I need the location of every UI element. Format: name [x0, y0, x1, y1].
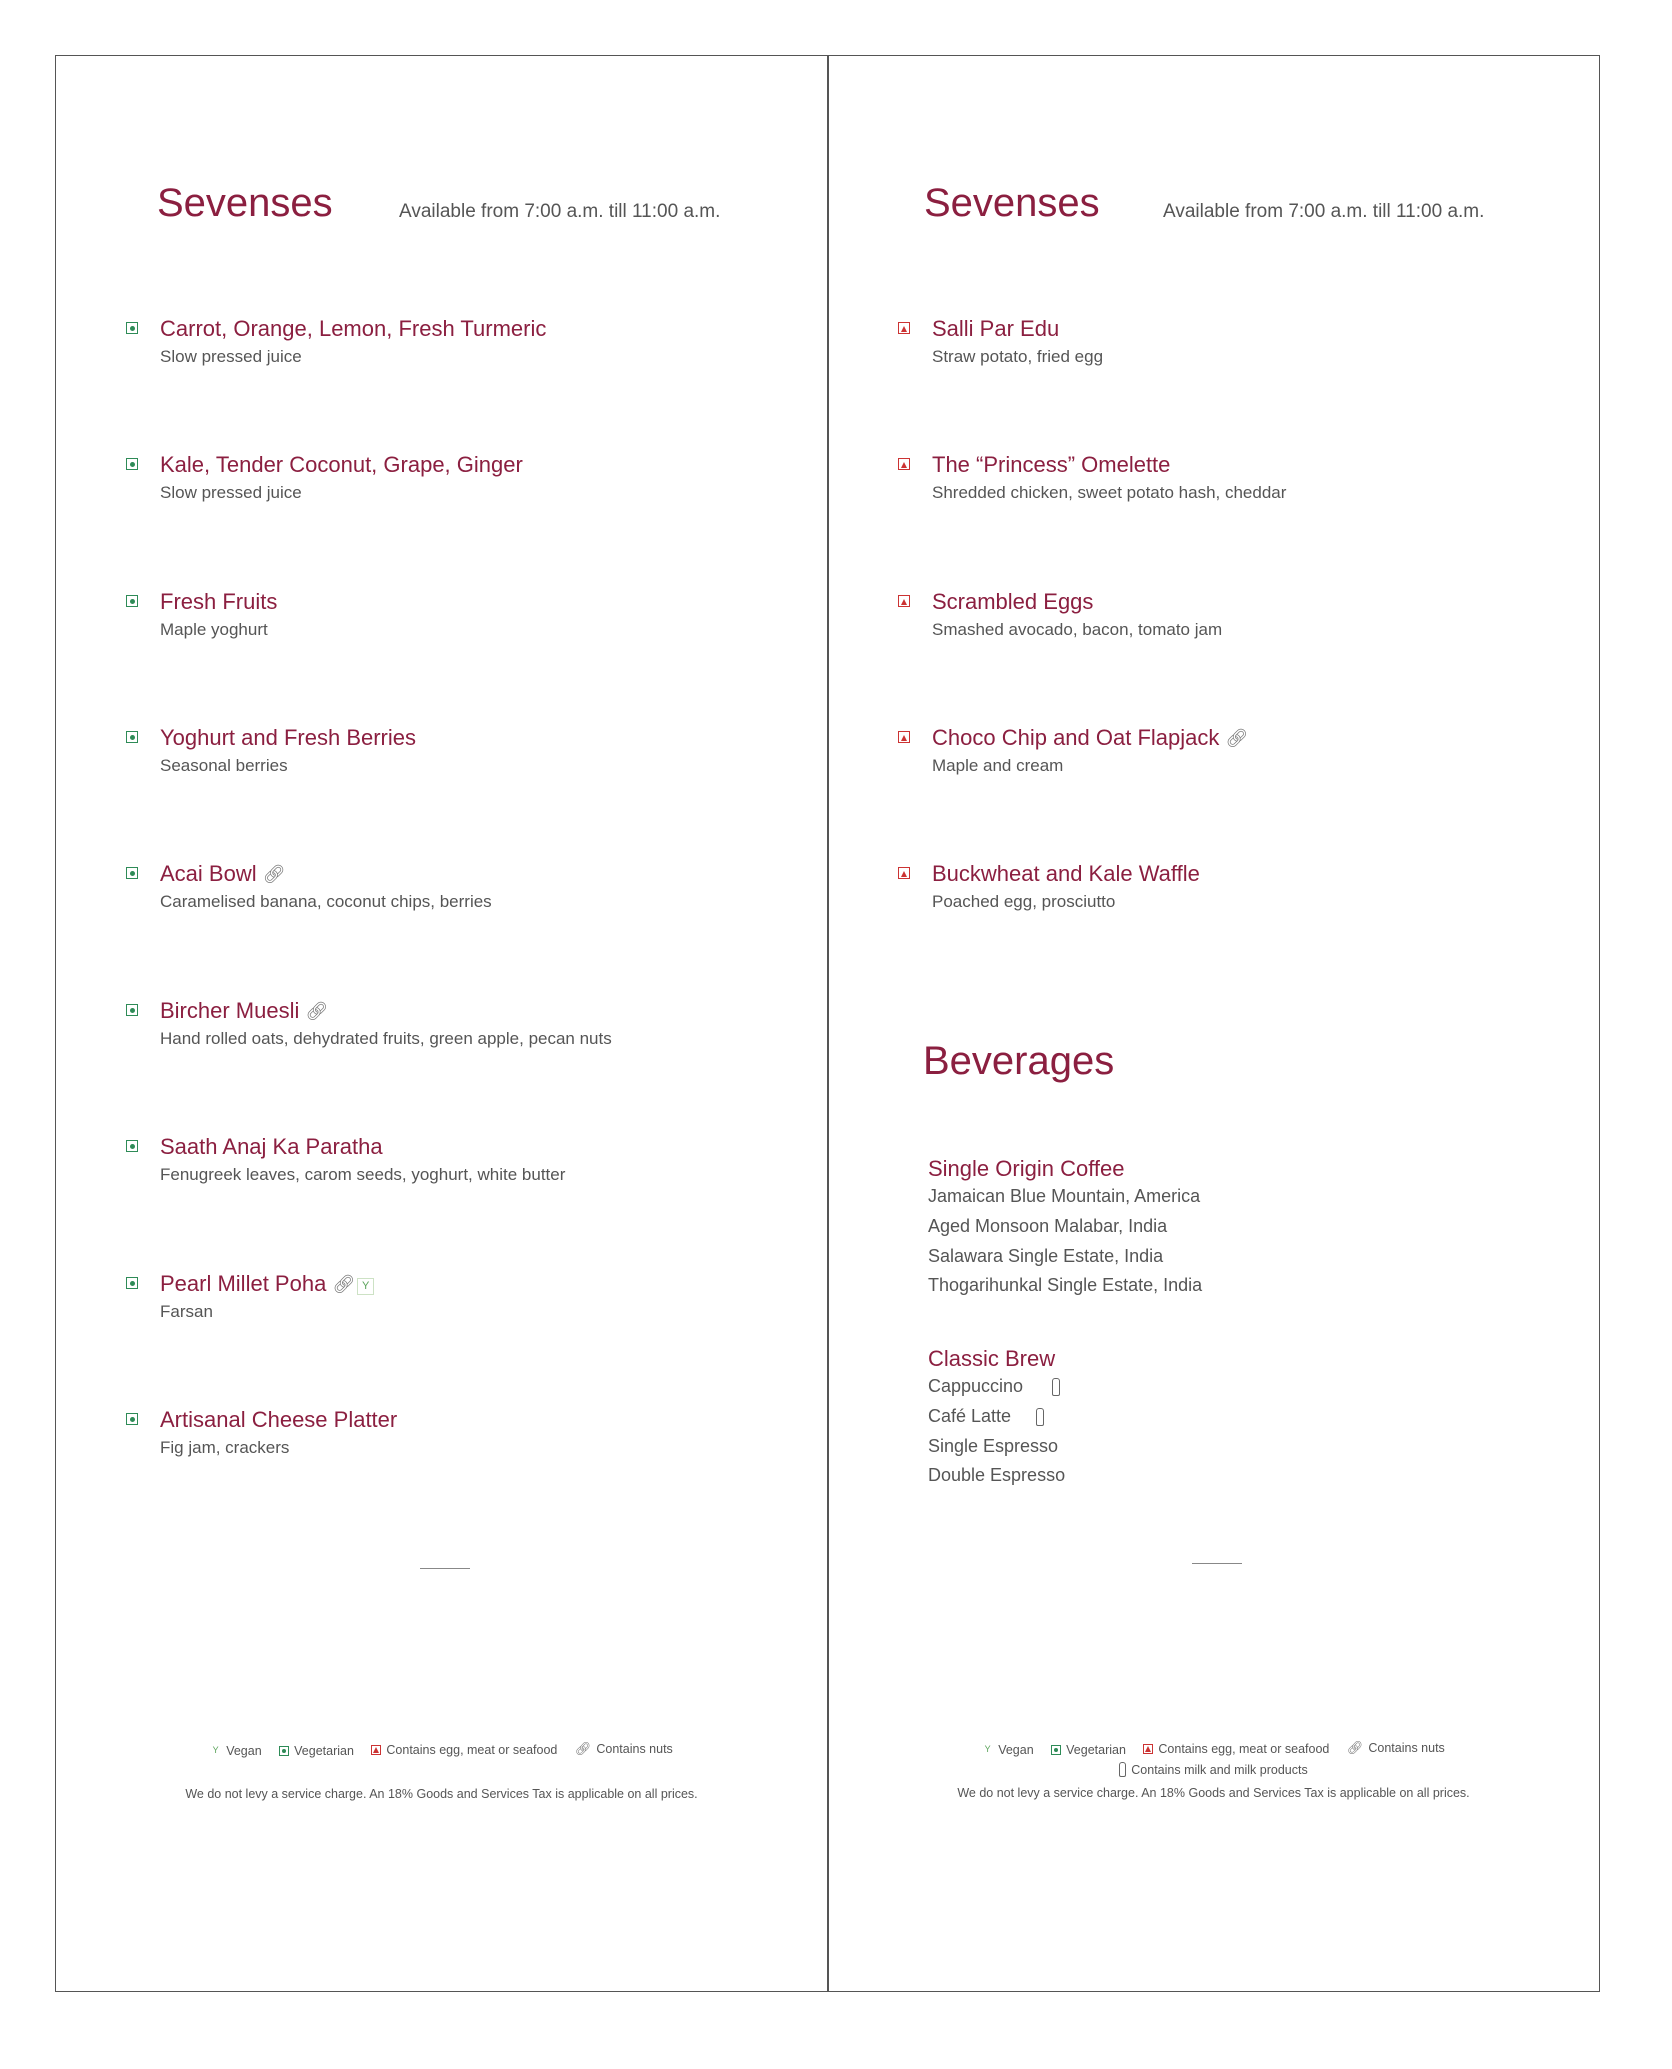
section-rule: [1192, 1563, 1242, 1564]
veg-dot-icon: [126, 867, 138, 879]
right-page: [828, 56, 1599, 1991]
item-name-with-icons: [932, 725, 1248, 751]
item-desc: Straw potato, fried egg: [932, 347, 1104, 366]
item-desc: Smashed avocado, bacon, tomato jam: [932, 620, 1223, 639]
item-name-with-icons: [160, 998, 328, 1024]
section-rule: [420, 1568, 470, 1569]
item-desc: Caramelised banana, coconut chips, berries: [160, 892, 492, 911]
item-desc: Shredded chicken, sweet potato hash, cheddar: [932, 483, 1287, 502]
legend-label: Contains nuts: [596, 1742, 673, 1756]
egg-triangle-icon: [898, 458, 910, 470]
legend-label: Vegan: [226, 1743, 262, 1758]
item-name: Saath Anaj Ka Paratha: [160, 1134, 383, 1159]
item-name: Salli Par Edu: [932, 316, 1060, 341]
brew-item: Double Espresso: [928, 1465, 1066, 1485]
vegan-leaf-icon: Y: [212, 1745, 219, 1755]
left-legend: [56, 1741, 827, 1758]
coffee-item: Aged Monsoon Malabar, India: [928, 1216, 1168, 1236]
brew-item-label: Cappuccino: [928, 1376, 1024, 1396]
item-name-with-icons: [160, 861, 285, 887]
item-name: Scrambled Eggs: [932, 589, 1094, 614]
brew-item-label: Café Latte: [928, 1406, 1012, 1426]
legend-label: Contains nuts: [1368, 1741, 1445, 1755]
veg-dot-icon: [126, 1004, 138, 1016]
item-desc: Slow pressed juice: [160, 347, 302, 366]
milk-bottle-icon: [1119, 1762, 1126, 1777]
item-name: Yoghurt and Fresh Berries: [160, 725, 416, 750]
item-desc: Seasonal berries: [160, 756, 288, 775]
brew-heading: Classic Brew: [928, 1346, 1056, 1371]
item-name: Carrot, Orange, Lemon, Fresh Turmeric: [160, 316, 547, 341]
right-section-title: Sevenses: [924, 181, 1100, 225]
egg-triangle-icon: [371, 1745, 381, 1755]
legend-vegan: [982, 1743, 1033, 1757]
item-desc: Hand rolled oats, dehydrated fruits, green apple, pecan nuts: [160, 1029, 612, 1048]
legend-vegan: [210, 1744, 261, 1758]
veg-dot-icon: [126, 1140, 138, 1152]
legend-vegetarian: [279, 1744, 354, 1758]
veg-dot-icon: [126, 458, 138, 470]
left-availability: Available from 7:00 a.m. till 11:00 a.m.: [399, 201, 721, 222]
item-desc: Fig jam, crackers: [160, 1438, 290, 1457]
item-name: Choco Chip and Oat Flapjack: [932, 725, 1220, 750]
right-legend-milk: [828, 1762, 1599, 1780]
egg-triangle-icon: [1143, 1744, 1153, 1754]
vegan-leaf-icon: Y: [984, 1744, 991, 1754]
left-page: [56, 56, 827, 1991]
tax-note: We do not levy a service charge. An 18% Goods and Services Tax is applicable on all prices.: [957, 1786, 1470, 1800]
legend-nuts: [1347, 1740, 1445, 1756]
item-desc: Slow pressed juice: [160, 483, 302, 502]
item-desc: Farsan: [160, 1302, 213, 1321]
item-name: Kale, Tender Coconut, Grape, Ginger: [160, 452, 523, 477]
item-desc: Maple yoghurt: [160, 620, 268, 639]
veg-dot-icon: [126, 1413, 138, 1425]
egg-triangle-icon: [898, 731, 910, 743]
item-name: The “Princess” Omelette: [932, 452, 1171, 477]
brew-item: [928, 1376, 1023, 1397]
right-legend: [828, 1740, 1599, 1757]
item-name: Fresh Fruits: [160, 589, 278, 614]
beverages-title: Beverages: [923, 1039, 1115, 1083]
veg-dot-icon: [126, 595, 138, 607]
brew-item: [928, 1406, 1011, 1427]
nut-icon: 🔗︎: [1346, 1740, 1364, 1755]
item-name: Bircher Muesli: [160, 998, 300, 1023]
item-desc: Fenugreek leaves, carom seeds, yoghurt, white butter: [160, 1165, 566, 1184]
coffee-heading: Single Origin Coffee: [928, 1156, 1125, 1181]
item-name: Artisanal Cheese Platter: [160, 1407, 398, 1432]
coffee-item: Jamaican Blue Mountain, America: [928, 1186, 1201, 1206]
egg-triangle-icon: [898, 322, 910, 334]
veg-dot-icon: [126, 322, 138, 334]
veg-dot-icon: [279, 1746, 289, 1756]
brew-item: Single Espresso: [928, 1436, 1059, 1456]
item-name: Buckwheat and Kale Waffle: [932, 861, 1200, 886]
nut-icon: 🔗︎: [1225, 728, 1249, 748]
coffee-item: Thogarihunkal Single Estate, India: [928, 1275, 1203, 1295]
legend-label: Contains milk and milk products: [1131, 1762, 1308, 1777]
milk-bottle-icon: [1036, 1408, 1044, 1426]
veg-dot-icon: [126, 731, 138, 743]
item-desc: Poached egg, prosciutto: [932, 892, 1116, 911]
item-name: Acai Bowl: [160, 861, 257, 886]
menu-frame: [55, 55, 1600, 1992]
item-desc: Maple and cream: [932, 756, 1064, 775]
veg-dot-icon: [126, 1277, 138, 1289]
right-availability: Available from 7:00 a.m. till 11:00 a.m.: [1163, 201, 1485, 222]
legend-label: Vegetarian: [294, 1744, 354, 1758]
nut-icon: 🔗︎: [332, 1274, 356, 1294]
legend-egg: [1143, 1742, 1329, 1756]
egg-triangle-icon: [898, 595, 910, 607]
legend-label: Vegan: [998, 1742, 1034, 1757]
legend-nuts: [575, 1741, 673, 1757]
egg-triangle-icon: [898, 867, 910, 879]
vegan-leaf-icon: Y: [357, 1278, 374, 1295]
veg-dot-icon: [1051, 1745, 1061, 1755]
nut-icon: 🔗︎: [262, 864, 286, 884]
legend-label: Vegetarian: [1066, 1743, 1126, 1757]
coffee-item: Salawara Single Estate, India: [928, 1246, 1164, 1266]
nut-icon: 🔗︎: [305, 1001, 329, 1021]
left-section-title: Sevenses: [157, 181, 333, 225]
nut-icon: 🔗︎: [574, 1741, 592, 1756]
item-name-with-icons: [160, 1271, 374, 1297]
legend-milk: [1119, 1762, 1307, 1777]
legend-label: Contains egg, meat or seafood: [386, 1743, 558, 1757]
milk-bottle-icon: [1052, 1378, 1060, 1396]
legend-vegetarian: [1051, 1743, 1126, 1757]
legend-label: Contains egg, meat or seafood: [1158, 1742, 1330, 1756]
tax-note: We do not levy a service charge. An 18% Goods and Services Tax is applicable on all prices.: [185, 1787, 698, 1801]
item-name: Pearl Millet Poha: [160, 1271, 327, 1296]
legend-egg: [371, 1743, 557, 1757]
